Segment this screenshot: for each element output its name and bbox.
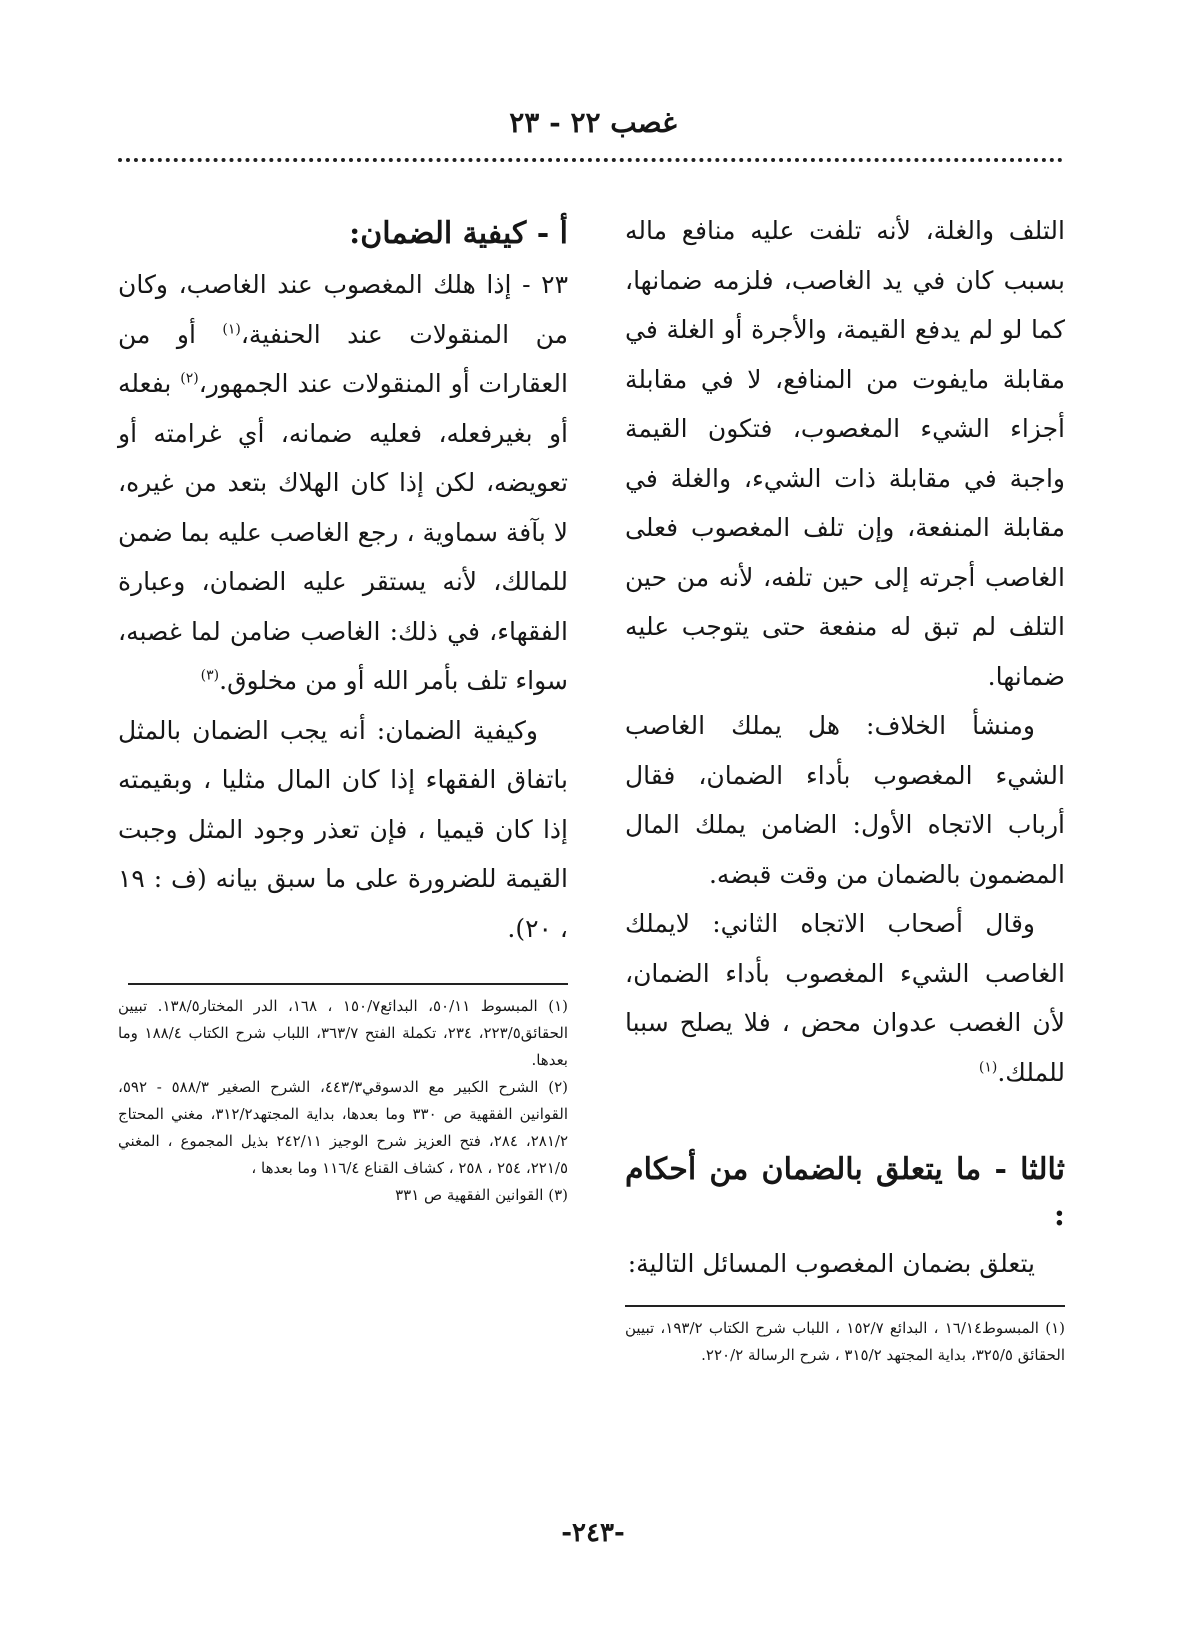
footnote-marker: (١) xyxy=(222,321,241,338)
running-head: غصب ٢٢ - ٢٣ xyxy=(509,106,677,139)
section-heading: أ - كيفية الضمان: xyxy=(349,216,568,251)
page-number: -٢٤٣- xyxy=(561,1518,625,1548)
footnote-marker: (١) xyxy=(978,1059,998,1076)
footnote: (١) المبسوط١٦/١٤ ، البدائع ١٥٢/٧ ، اللباب شرح الكتاب ١٩٣/٢، تبيين الحقائق ٣٢٥/٥، بداية المجتهد ٣١٥/٢ ، شرح الرسالة ٢٢٠/٢. xyxy=(625,1318,1066,1364)
right-paragraph: يتعلق بضمان المغصوب المسائل التالية: xyxy=(627,1249,1035,1278)
footnote: (٢) الشرح الكبير مع الدسوقي٤٤٣/٣، الشرح الصغير ٥٨٨/٣ - ٥٩٢، القوانين الفقهية ص ٣٣٠ وما بعدها، بداية المجتهد٣١٢/٢، مغني المحتاج ٢٨١/٢، ٢٨٤، فتح العزيز شرح الوجيز ٢٤٢/١١ بذيل المجموع ، المغني ٢٢١/٥، ٢٥٤ ، ٢٥٨ ، كشاف القناع ١١٦/٤ وما بعدها ، xyxy=(118,1078,569,1177)
right-paragraph: التلف والغلة، لأنه تلفت عليه منافع ماله بسبب كان في يد الغاصب، فلزمه ضمانها، كما لو لم يدفع القيمة، والأجرة أو الغلة في مقابلة مايفوت من المنافع، لا في مقابلة أجزاء الشيء المغصوب، فتكون القيمة واجبة في مقابلة ذات الشيء، والغلة في مقابلة المنفعة، وإن تلف المغصوب فعلى الغاصب أجرته إلى حين تلفه، لأنه من حين التلف لم تبق له منفعة حتى يتوجب عليه ضمانها. xyxy=(625,216,1065,691)
paragraph-text: ٢٣ - إذا هلك المغصوب عند الغاصب، وكان من المنقولات عند الحنفية، xyxy=(118,270,568,349)
header-divider xyxy=(118,158,1063,162)
footnote-divider xyxy=(625,1305,1065,1307)
section-heading: ثالثا - ما يتعلق بالضمان من أحكام : xyxy=(625,1152,1065,1233)
paragraph-text: وقال أصحاب الاتجاه الثاني: لايملك الغاصب الشيء المغصوب بأداء الضمان، لأن الغصب عدوان محض ، فلا يصلح سببا للملك. xyxy=(625,909,1065,1087)
footnote-marker: (٣) xyxy=(200,667,220,684)
footnote-divider xyxy=(128,983,568,985)
paragraph-text: أو من العقارات أو المنقولات عند الجمهور، xyxy=(118,319,569,398)
paragraph-text: بفعله أو بغيرفعله، فعليه ضمانه، أي غرامته أو تعويضه، لكن إذا كان الهلاك بتعد من غيره، لا بآفة سماوية ، رجع الغاصب عليه بما ضمن للمالك، لأنه يستقر عليه الضمان، وعبارة الفقهاء، في ذلك: الغاصب ضامن لما غصبه، سواء تلف بأمر الله أو من مخلوق. xyxy=(117,369,568,695)
left-paragraph xyxy=(118,260,568,706)
right-paragraph xyxy=(625,701,1065,899)
right-paragraph xyxy=(625,899,1065,1097)
footnote-marker: (٢) xyxy=(180,370,199,387)
left-column xyxy=(118,208,568,1209)
footnote: (١) المبسوط ٥٠/١١، البدائع١٥٠/٧ ، ١٦٨، الدر المختار١٣٨/٥. تبيين الحقائق٢٢٣/٥، ٢٣٤، تكملة الفتح ٣٦٣/٧، اللباب شرح الكتاب ١٨٨/٤ وما بعدها. xyxy=(118,997,569,1069)
right-column xyxy=(625,206,1065,1369)
footnote: (٣) القوانين الفقهية ص ٣٣١ xyxy=(395,1186,568,1204)
paragraph-text: ومنشأ الخلاف: هل يملك الغاصب الشيء المغصوب بأداء الضمان، فقال أرباب الاتجاه الأول: الضامن يملك المال المضمون بالضمان من وقت قبضه. xyxy=(625,711,1065,889)
left-paragraph: وكيفية الضمان: أنه يجب الضمان بالمثل باتفاق الفقهاء إذا كان المال مثليا ، وبقيمته إذا كان قيميا ، فإن تعذر وجود المثل وجبت القيمة للضرورة على ما سبق بيانه (ف : ١٩ ، ٢٠). xyxy=(118,715,568,943)
